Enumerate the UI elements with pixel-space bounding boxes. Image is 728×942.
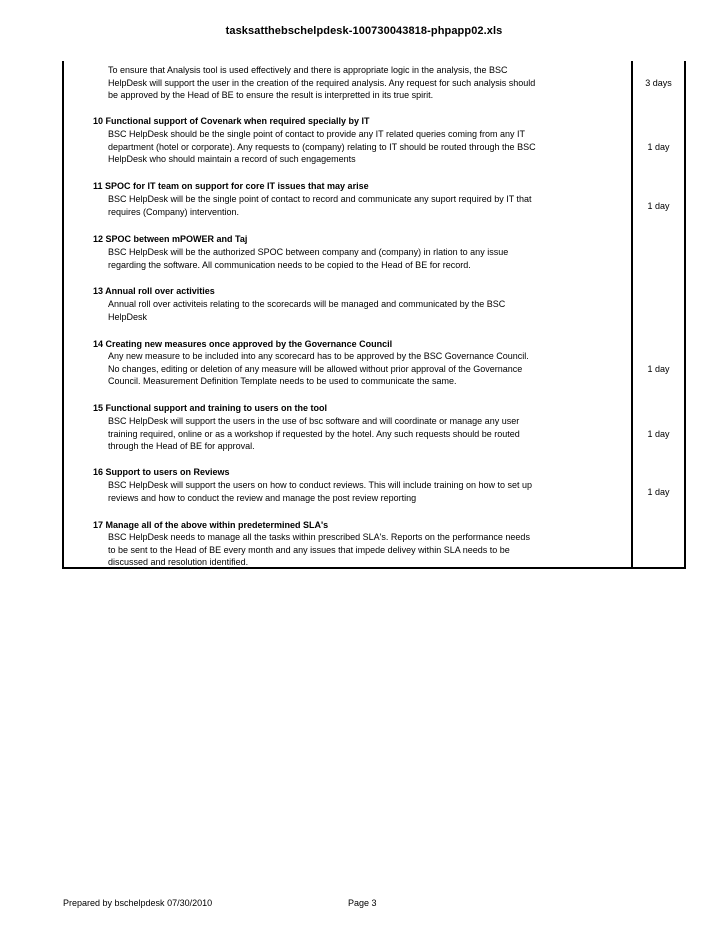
task-duration: 1 day: [647, 487, 670, 497]
description-line: BSC HelpDesk will be the authorized SPOC between company and (company) in rlation to any issue: [108, 247, 509, 257]
description-line: be approved by the Head of BE to ensure the result is interpretted in its true spirit.: [108, 90, 434, 101]
task-duration: 1 day: [647, 364, 670, 374]
task-description: [108, 531, 628, 569]
description-line: discussed and resolution identified.: [108, 557, 249, 568]
task-title: 10 Functional support of Covenark when required specially by IT: [93, 116, 370, 126]
description-line: to be sent to the Head of BE every month and any issues that impede delivey within SLA needs to be: [108, 544, 510, 555]
description-line: reviews and how to conduct the review and manage the post review reporting: [108, 492, 417, 503]
page-number: Page 3: [348, 898, 377, 908]
description-line: HelpDesk who should maintain a record of such engagements: [108, 154, 356, 165]
task-duration: 3 days: [645, 78, 672, 88]
task-description: [108, 64, 628, 102]
task-description: [108, 415, 628, 453]
task-description: [108, 193, 628, 218]
task-duration: 1 day: [647, 429, 670, 439]
description-line: BSC HelpDesk will support the users on how to conduct reviews. This will include training on how to set up: [108, 480, 533, 490]
description-line: BSC HelpDesk will be the single point of contact to record and communicate any suport required by IT that: [108, 194, 532, 204]
description-line: To ensure that Analysis tool is used effectively and there is appropriate logic in the analysis, the BSC: [108, 65, 508, 75]
description-line: BSC HelpDesk needs to manage all the tasks within prescribed SLA's. Reports on the performance needs: [108, 532, 530, 542]
description-line: Any new measure to be included into any scorecard has to be approved by the BSC Governance Council.: [108, 351, 529, 361]
task-description: [108, 128, 628, 166]
task-title: 13 Annual roll over activities: [93, 286, 215, 296]
description-line: HelpDesk will support the user in the creation of the required analysis. Any request for such analysis should: [108, 77, 536, 88]
task-title: 11 SPOC for IT team on support for core IT issues that may arise: [93, 181, 369, 191]
description-line: Council. Measurement Definition Template needs to be used to communicate the same.: [108, 376, 457, 387]
description-line: Annual roll over activiteis relating to the scorecards will be managed and communicated by the BSC: [108, 299, 506, 309]
task-title: 17 Manage all of the above within predetermined SLA's: [93, 520, 329, 530]
description-line: training required, online or as a workshop if requested by the hotel. Any such requests should be routed: [108, 428, 520, 439]
description-line: department (hotel or corporate). Any requests to (company) relating to IT should be routed through the BSC: [108, 141, 536, 152]
description-line: regarding the software. All communication needs to be copied to the Head of BE for record.: [108, 259, 471, 270]
description-line: HelpDesk: [108, 311, 148, 322]
task-title: 16 Support to users on Reviews: [93, 467, 230, 477]
task-title: 14 Creating new measures once approved by the Governance Council: [93, 339, 393, 349]
prepared-by-footer: Prepared by bschelpdesk 07/30/2010: [63, 898, 213, 908]
task-description: [108, 298, 628, 323]
task-description: [108, 350, 628, 388]
task-title: 12 SPOC between mPOWER and Taj: [93, 234, 248, 244]
description-line: BSC HelpDesk will support the users in the use of bsc software and will coordinate or manage any user: [108, 416, 520, 426]
description-line: No changes, editing or deletion of any measure will be allowed without prior approval of the Governance: [108, 363, 523, 374]
description-line: through the Head of BE for approval.: [108, 441, 255, 452]
task-duration: 1 day: [647, 201, 670, 211]
task-title: 15 Functional support and training to users on the tool: [93, 403, 328, 413]
description-line: requires (Company) intervention.: [108, 206, 240, 217]
description-line: BSC HelpDesk should be the single point of contact to provide any IT related queries coming from any IT: [108, 129, 526, 139]
task-description: [108, 246, 628, 271]
document-title: tasksatthebschelpdesk-100730043818-phpapp02.xls: [225, 25, 503, 37]
task-description: [108, 479, 628, 504]
task-duration: 1 day: [647, 142, 670, 152]
